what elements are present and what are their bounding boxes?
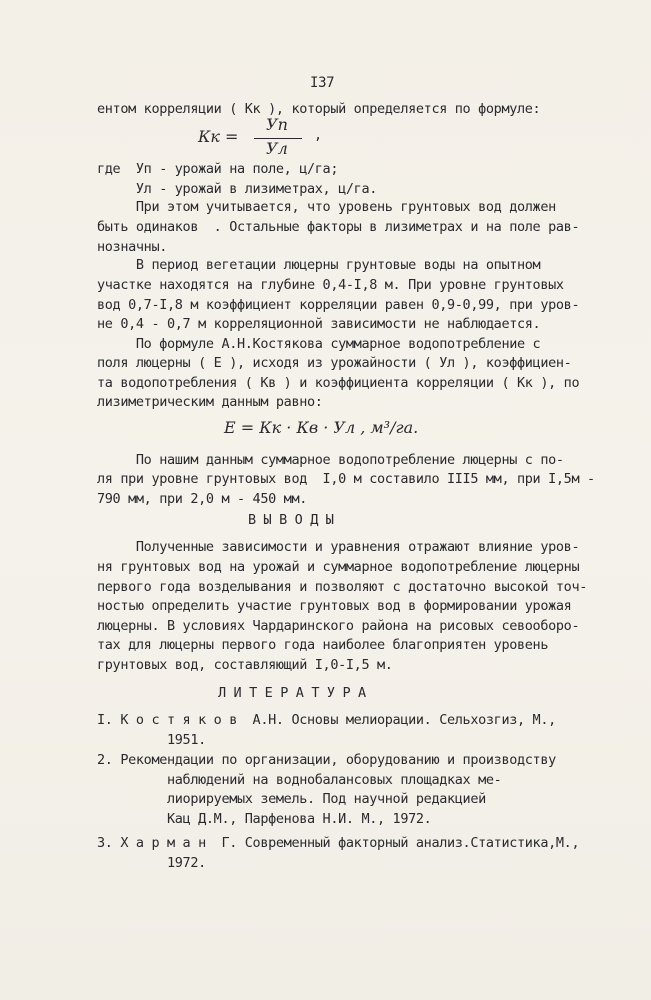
para4-line: ля при уровне грунтовых вод I,0 м составило III5 мм, при I,5м - — [97, 471, 595, 487]
conclusions-line: грунтовых вод, составляющий I,0-I,5 м. — [97, 657, 393, 673]
where-line-a: где Уп - урожай на поле, ц/га; — [97, 161, 339, 177]
para1-line: нозначны. — [97, 239, 167, 255]
reference-line: лиорируемых земель. Под научной редакцией — [97, 791, 486, 807]
reference-line: 1951. — [97, 732, 206, 748]
formula-trail: , — [314, 127, 322, 143]
conclusions-line: тах для люцерны первого года наиболее благоприятен уровень — [97, 637, 549, 653]
para3-line: лизиметрическим данным равно: — [97, 394, 323, 410]
para4-line: 790 мм, при 2,0 м - 450 мм. — [97, 491, 307, 507]
formula-numerator: Уп — [266, 115, 288, 134]
reference-line: 2. Рекомендации по организации, оборудованию и производству — [97, 752, 556, 768]
para2-line: вод 0,7-I,8 м коэффициент корреляции равен 0,9-0,99, при уров- — [97, 297, 580, 313]
para2-line: В период вегетации люцерны грунтовые воды на опытном — [97, 257, 541, 273]
conclusions-line: ностью определить участие грунтовых вод в формировании урожая — [97, 598, 572, 614]
para3-line: поля люцерны ( Е ), исходя из урожайности ( Ул ), коэффициен- — [97, 355, 572, 371]
reference-line: 3. Х а р м а н Г. Современный факторный анализ.Статистика,М., — [97, 835, 580, 851]
para2-line: не 0,4 - 0,7 м корреляционной зависимости не наблюдается. — [97, 316, 541, 332]
para3-line: та водопотребления ( Кв ) и коэффициента корреляции ( Кк ), по — [97, 375, 580, 391]
para1-line: быть одинаков . Остальные факторы в лизиметрах и на поле рав- — [97, 219, 580, 235]
where-line-b: Ул - урожай в лизиметрах, ц/га. — [97, 181, 377, 197]
reference-line: наблюдений на воднобалансовых площадках ме- — [97, 772, 502, 788]
reference-line: I. К о с т я к о в А.Н. Основы мелиорации. Сельхозгиз, М., — [97, 712, 556, 728]
reference-line: 1972. — [97, 855, 206, 871]
literature-heading: Л И Т Е Р А Т У Р А — [218, 685, 366, 701]
conclusions-line: Полученные зависимости и уравнения отражают влияние уров- — [97, 539, 580, 555]
para4-line: По нашим данным суммарное водопотребление люцерны с по- — [97, 452, 564, 468]
conclusions-line: ня грунтовых вод на урожай и суммарное водопотребление люцерны — [97, 559, 580, 575]
formula-correlation-coefficient — [198, 112, 322, 162]
formula-denominator: Ул — [266, 139, 288, 158]
reference-line: Кац Д.М., Парфенова Н.И. М., 1972. — [97, 811, 432, 827]
page-number: I37 — [310, 75, 335, 91]
formula-lhs: Кк = — [198, 127, 239, 146]
para2-line: участке находятся на глубине 0,4-I,8 м. При уровне грунтовых — [97, 277, 564, 293]
conclusions-line: первого года возделывания и позволяют с достаточно высокой точ- — [97, 579, 587, 595]
text-line: ентом корреляции ( Кк ), который определяется по формуле: — [97, 101, 541, 117]
para3-line: По формуле А.Н.Костякова суммарное водопотребление с — [97, 336, 541, 352]
conclusions-line: люцерны. В условиях Чардаринского района на рисовых севооборо- — [97, 618, 580, 634]
para1-line: При этом учитывается, что уровень грунтовых вод должен — [97, 199, 556, 215]
formula-water-consumption: Е = Кк · Кв · Ул , м³/га. — [224, 418, 419, 437]
conclusions-heading: В Ы В О Д Ы — [248, 512, 334, 528]
